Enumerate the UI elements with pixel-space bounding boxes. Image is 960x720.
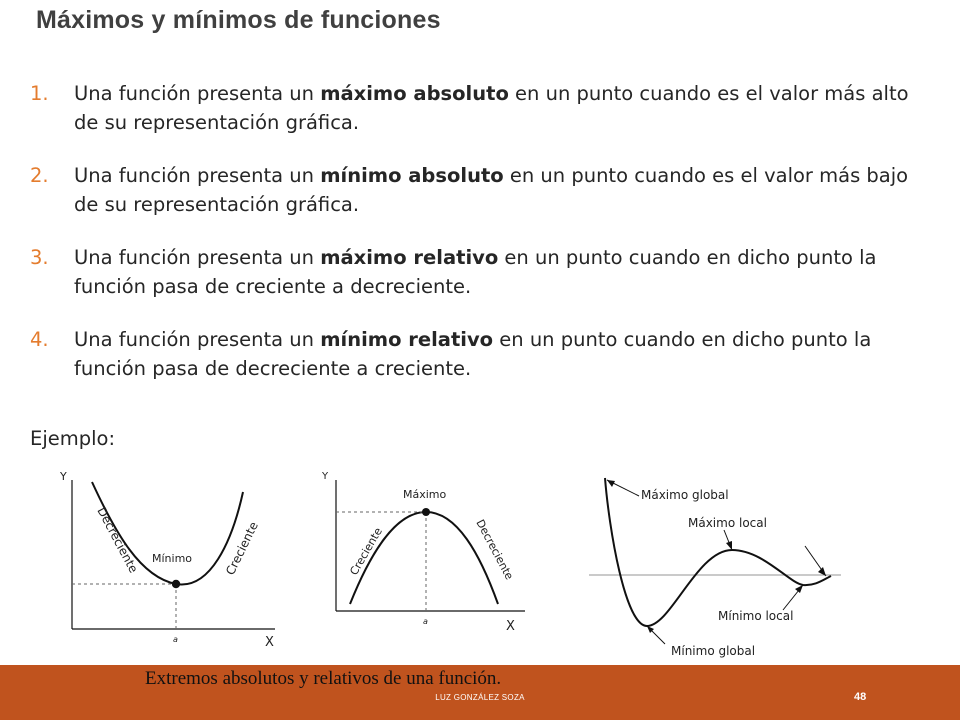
footer-author: LUZ GONZÁLEZ SOZA xyxy=(435,693,525,702)
increasing-label: Creciente xyxy=(223,519,261,578)
item-prefix: Una función presenta un xyxy=(74,328,321,351)
item-term: mínimo absoluto xyxy=(320,164,504,187)
definition-item xyxy=(30,243,910,301)
arrow-head xyxy=(795,585,803,593)
item-prefix: Una función presenta un xyxy=(74,246,321,269)
decreasing-label: Decreciente xyxy=(94,504,141,576)
x-axis-label: X xyxy=(265,635,274,650)
definitions-list xyxy=(30,79,910,407)
figure-caption: Extremos absolutos y relativos de una función. xyxy=(145,668,502,689)
decreasing-label: Decreciente xyxy=(473,517,516,582)
item-number: 2. xyxy=(30,164,49,187)
tick-label: a xyxy=(423,617,428,626)
extremes-figure xyxy=(585,468,845,664)
maximum-point xyxy=(422,508,430,516)
maximum-label: Máximo xyxy=(403,488,447,501)
item-prefix: Una función presenta un xyxy=(74,164,321,187)
maximum-figure xyxy=(320,464,530,636)
definition-item xyxy=(30,325,910,383)
minimum-point xyxy=(172,580,180,588)
definition-item xyxy=(30,79,910,137)
item-term: mínimo relativo xyxy=(320,328,494,351)
item-term: máximo relativo xyxy=(320,246,499,269)
minimum-label: Mínimo xyxy=(152,552,193,565)
minimum-figure xyxy=(60,462,290,652)
item-suffix: en un punto cuando en dicho punto la función pasa de creciente a decreciente. xyxy=(74,246,877,298)
item-number: 1. xyxy=(30,82,49,105)
x-axis-label: X xyxy=(506,619,515,634)
item-number: 4. xyxy=(30,328,49,351)
local-max-label: Máximo local xyxy=(688,516,767,530)
definition-item xyxy=(30,161,910,219)
example-label: Ejemplo: xyxy=(30,427,116,450)
global-max-label: Máximo global xyxy=(641,488,729,502)
item-suffix: en un punto cuando es el valor más bajo de su representación gráfica. xyxy=(74,164,909,216)
page-number: 48 xyxy=(854,691,867,703)
arrow-head xyxy=(726,541,732,550)
y-axis-label: Y xyxy=(60,470,67,483)
item-term: máximo absoluto xyxy=(320,82,509,105)
item-prefix: Una función presenta un xyxy=(74,82,321,105)
local-min-label: Mínimo local xyxy=(718,609,794,623)
global-min-label: Mínimo global xyxy=(671,644,756,658)
item-suffix: en un punto cuando es el valor más alto de su representación gráfica. xyxy=(74,82,909,134)
y-axis-label: Y xyxy=(322,471,329,482)
item-number: 3. xyxy=(30,246,49,269)
increasing-label: Creciente xyxy=(347,525,385,578)
item-suffix: en un punto cuando en dicho punto la función pasa de decreciente a creciente. xyxy=(74,328,872,380)
slide-title: Máximos y mínimos de funciones xyxy=(36,6,441,34)
tick-label: a xyxy=(173,635,178,644)
